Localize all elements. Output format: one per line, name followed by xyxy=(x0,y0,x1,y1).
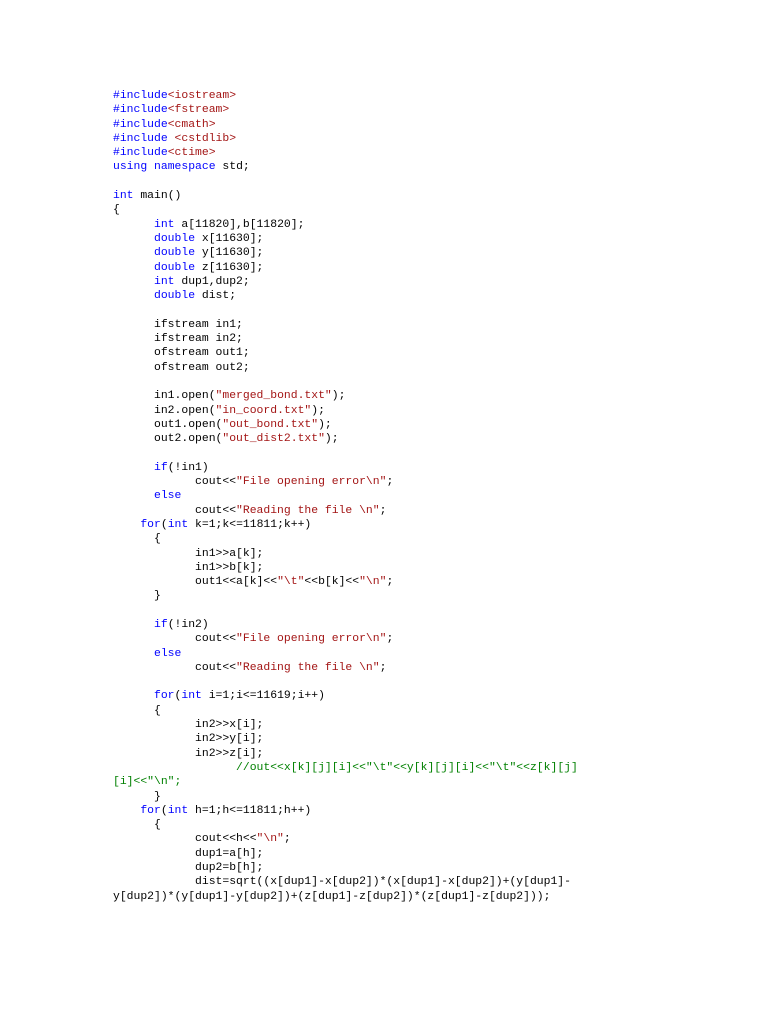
code-line xyxy=(113,532,753,546)
code-token-plain: } xyxy=(113,590,161,603)
code-line xyxy=(113,547,753,561)
code-token-pp: #include xyxy=(113,132,175,145)
code-token-plain: i=1;i<=11619;i++) xyxy=(201,690,325,703)
code-token-str: <cstdlib> xyxy=(174,132,237,145)
code-token-str: <ctime> xyxy=(167,147,216,160)
code-token-kw: else xyxy=(154,490,182,503)
code-line xyxy=(113,361,753,375)
code-token-kw: for xyxy=(140,518,161,531)
code-line xyxy=(113,689,753,703)
code-token-str: "out_dist2.txt" xyxy=(222,433,325,446)
code-token-plain xyxy=(113,290,154,302)
code-token-str: "Reading the file \n" xyxy=(236,504,380,517)
code-token-plain: { xyxy=(113,704,161,717)
code-token-plain: cout<<h<< xyxy=(113,833,257,846)
code-line xyxy=(113,618,753,632)
code-token-kw: int xyxy=(154,275,175,288)
code-token-plain: { xyxy=(113,533,161,546)
code-line xyxy=(113,675,753,689)
code-token-str: "merged_bond.txt" xyxy=(215,390,332,403)
code-token-str: <cmath> xyxy=(167,118,216,131)
code-token-pp: #include xyxy=(113,104,168,117)
code-token-kw: int xyxy=(167,804,189,817)
code-token-kw: int xyxy=(181,690,202,703)
code-token-pp: #include xyxy=(113,118,168,131)
code-token-plain: { xyxy=(113,204,120,217)
code-line xyxy=(113,89,753,103)
code-line xyxy=(113,747,753,761)
code-token-plain: ; xyxy=(283,833,291,846)
code-line xyxy=(113,890,753,904)
code-line xyxy=(113,589,753,603)
code-token-plain: cout<< xyxy=(113,476,237,489)
code-line xyxy=(113,275,753,289)
code-token-plain xyxy=(113,276,154,288)
code-token-plain: in1>>a[k]; xyxy=(113,547,264,560)
code-line xyxy=(113,504,753,518)
code-line xyxy=(113,146,753,160)
code-token-plain: out2.open( xyxy=(113,433,223,446)
code-token-plain: ifstream in1; xyxy=(113,318,243,331)
code-line xyxy=(113,704,753,718)
code-token-plain xyxy=(113,490,154,502)
code-line xyxy=(113,604,753,618)
code-line xyxy=(113,518,753,532)
code-line xyxy=(113,289,753,303)
code-token-plain xyxy=(113,690,154,702)
code-listing xyxy=(113,89,753,904)
code-token-kw: double xyxy=(154,232,196,245)
code-line xyxy=(113,575,753,589)
code-line xyxy=(113,818,753,832)
code-token-kw: if xyxy=(154,461,168,474)
code-line xyxy=(113,232,753,246)
code-token-kw: double xyxy=(154,290,196,303)
code-token-plain: } xyxy=(113,790,161,803)
code-token-plain: ( xyxy=(174,690,182,703)
code-token-plain: dup1=a[h]; xyxy=(113,847,264,860)
code-line xyxy=(113,375,753,389)
code-token-str: "File opening error\n" xyxy=(236,476,387,489)
code-line xyxy=(113,432,753,446)
code-token-plain: ; xyxy=(386,576,394,589)
code-token-plain xyxy=(113,247,154,259)
code-token-plain: k=1;k<=11811;k++) xyxy=(188,518,312,531)
code-line xyxy=(113,446,753,460)
code-token-plain: out1.open( xyxy=(113,418,223,431)
code-token-plain: cout<< xyxy=(113,661,237,674)
code-token-plain xyxy=(113,233,154,245)
code-token-plain: ; xyxy=(386,633,394,646)
code-token-plain xyxy=(147,161,154,173)
code-token-str: "\n" xyxy=(256,833,284,846)
code-token-plain: in1.open( xyxy=(113,390,216,403)
code-token-plain xyxy=(113,262,154,274)
code-token-plain: ; xyxy=(379,504,387,517)
code-token-plain: ); xyxy=(331,390,346,403)
code-line xyxy=(113,661,753,675)
code-token-str: "in_coord.txt" xyxy=(215,404,312,417)
code-token-cmt: [i]<<"\n"; xyxy=(113,776,182,789)
code-token-cmt: //out<<x[k][j][i]<<"\t"<<y[k][j][i]<<"\t"<<z[k][j] xyxy=(236,761,578,774)
code-token-str: "File opening error\n" xyxy=(236,633,387,646)
code-token-plain: y[dup2])*(y[dup1]-y[dup2])+(z[dup1]-z[dup2])*(z[dup1]-z[dup2])); xyxy=(113,890,551,903)
code-line xyxy=(113,389,753,403)
code-token-kw: for xyxy=(140,804,161,817)
code-line xyxy=(113,761,753,775)
code-line xyxy=(113,303,753,317)
code-token-plain xyxy=(113,619,154,631)
code-token-kw: using xyxy=(113,161,148,174)
code-token-plain: out1<<a[k]<< xyxy=(113,576,278,589)
code-line xyxy=(113,847,753,861)
code-token-plain: ); xyxy=(324,433,339,446)
code-token-plain: ); xyxy=(311,404,325,417)
code-token-plain: ); xyxy=(318,418,332,431)
code-token-plain: ( xyxy=(160,518,168,531)
code-line xyxy=(113,103,753,117)
code-line xyxy=(113,418,753,432)
code-line xyxy=(113,718,753,732)
code-line xyxy=(113,732,753,746)
code-line xyxy=(113,489,753,503)
code-token-kw: int xyxy=(113,190,134,203)
code-token-plain: std; xyxy=(215,161,250,174)
code-line xyxy=(113,861,753,875)
code-token-kw: if xyxy=(154,618,168,631)
code-token-plain xyxy=(113,219,154,231)
code-line xyxy=(113,632,753,646)
code-token-kw: for xyxy=(154,690,175,703)
code-line xyxy=(113,404,753,418)
code-token-plain: dup1,dup2; xyxy=(174,275,250,288)
code-token-plain: z[11630]; xyxy=(195,261,264,274)
code-token-plain: ifstream in2; xyxy=(113,333,243,346)
code-line xyxy=(113,332,753,346)
code-token-plain: ofstream out1; xyxy=(113,347,250,360)
code-line xyxy=(113,561,753,575)
code-line xyxy=(113,346,753,360)
code-token-plain xyxy=(113,762,236,774)
code-token-plain: cout<< xyxy=(113,633,237,646)
code-token-plain: dup2=b[h]; xyxy=(113,862,264,875)
code-token-plain: (!in2) xyxy=(167,618,209,631)
code-token-kw: else xyxy=(154,647,182,660)
code-token-pp: #include xyxy=(113,147,168,160)
code-token-plain: { xyxy=(113,819,161,832)
code-line xyxy=(113,475,753,489)
code-token-plain: cout<< xyxy=(113,504,237,517)
code-line xyxy=(113,218,753,232)
code-line xyxy=(113,804,753,818)
code-line xyxy=(113,132,753,146)
code-token-str: <fstream> xyxy=(167,104,230,117)
code-token-plain: ofstream out2; xyxy=(113,361,250,374)
code-token-plain xyxy=(113,519,140,531)
code-line xyxy=(113,832,753,846)
code-token-plain: (!in1) xyxy=(167,461,209,474)
code-token-str: "Reading the file \n" xyxy=(236,661,380,674)
code-line xyxy=(113,461,753,475)
code-line xyxy=(113,318,753,332)
code-token-plain: in2>>z[i]; xyxy=(113,747,264,760)
code-token-plain xyxy=(113,805,140,817)
code-token-plain: in2.open( xyxy=(113,404,216,417)
code-line xyxy=(113,203,753,217)
code-token-plain: ; xyxy=(386,476,394,489)
code-token-pp: #include xyxy=(113,90,168,102)
code-token-plain: y[11630]; xyxy=(195,247,264,260)
code-token-str: "\n" xyxy=(359,576,387,589)
code-line xyxy=(113,246,753,260)
code-token-kw: namespace xyxy=(154,161,216,174)
code-line xyxy=(113,775,753,789)
code-token-str: <iostream> xyxy=(167,90,237,102)
code-token-plain: main() xyxy=(133,190,182,203)
code-token-kw: int xyxy=(154,218,175,231)
code-token-str: "out_bond.txt" xyxy=(222,418,319,431)
code-token-plain: a[11820],b[11820]; xyxy=(174,218,305,231)
code-token-plain: <<b[k]<< xyxy=(304,576,360,589)
code-line xyxy=(113,175,753,189)
code-line xyxy=(113,118,753,132)
code-token-plain: in2>>y[i]; xyxy=(113,733,264,746)
code-token-plain: dist=sqrt((x[dup1]-x[dup2])*(x[dup1]-x[dup2])+(y[dup1]- xyxy=(113,876,571,889)
code-token-plain: h=1;h<=11811;h++) xyxy=(188,804,312,817)
code-token-plain: x[11630]; xyxy=(195,232,264,245)
code-token-plain: dist; xyxy=(195,290,237,303)
code-line xyxy=(113,189,753,203)
code-token-kw: double xyxy=(154,261,196,274)
code-token-kw: double xyxy=(154,247,196,260)
code-line xyxy=(113,647,753,661)
code-token-plain xyxy=(113,648,154,660)
code-token-plain: in2>>x[i]; xyxy=(113,719,264,732)
code-line xyxy=(113,160,753,174)
code-token-plain: ( xyxy=(160,804,168,817)
code-line xyxy=(113,875,753,889)
code-token-plain: in1>>b[k]; xyxy=(113,561,264,574)
code-token-str: "\t" xyxy=(277,576,305,589)
code-line xyxy=(113,261,753,275)
code-token-kw: int xyxy=(167,518,189,531)
code-line xyxy=(113,790,753,804)
code-token-plain: ; xyxy=(379,661,387,674)
code-token-plain xyxy=(113,462,154,474)
